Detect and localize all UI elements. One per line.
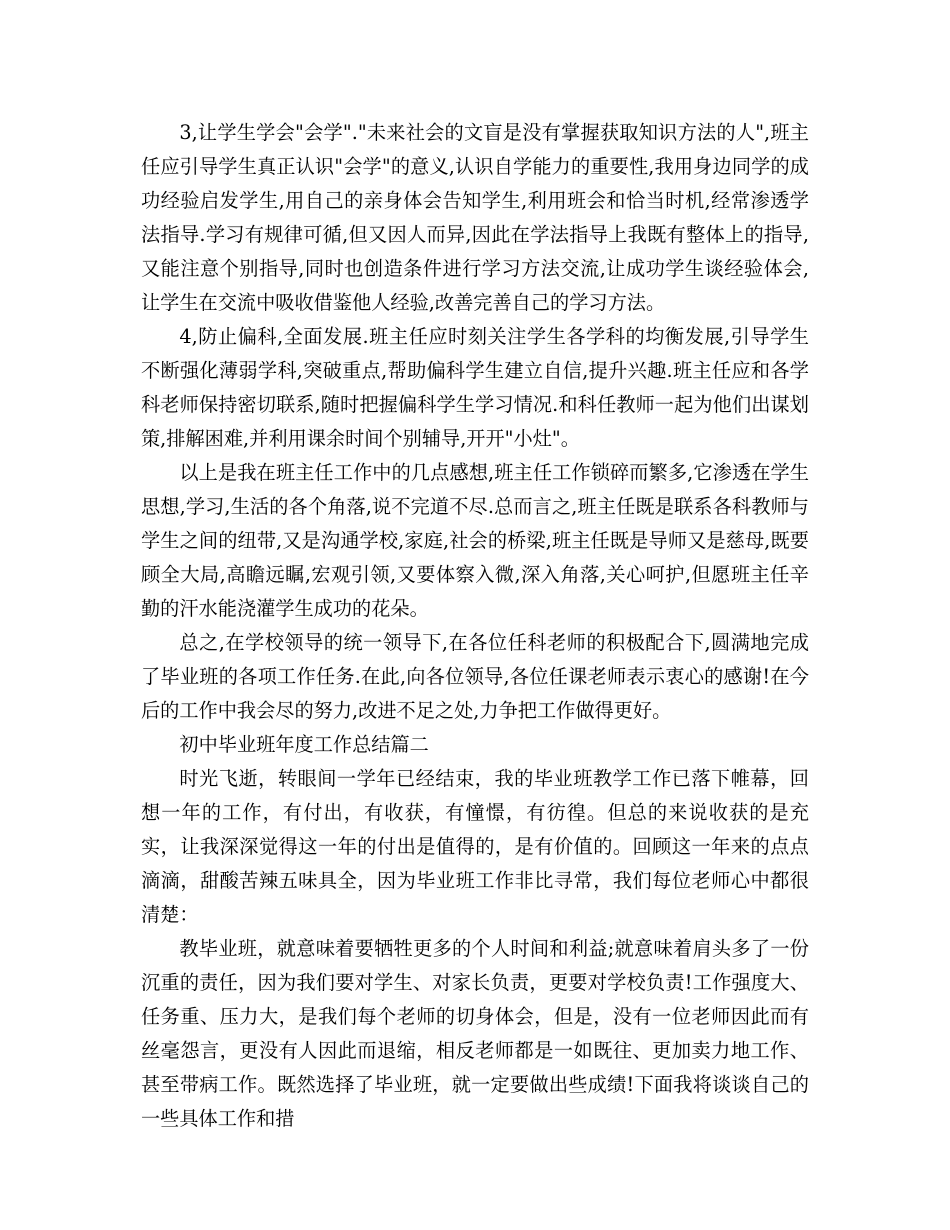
paragraph-conclusion: 总之,在学校领导的统一领导下,在各位任科老师的积极配合下,圆满地完成了毕业班的各项工作任务.在此,向各位领导,各位任课老师表示衷心的感谢!在今后的工作中我会尽的努力,改进不足之处,力争把工作做得更好。 [141, 631, 809, 722]
section-heading: 初中毕业班年度工作总结篇二 [179, 733, 429, 756]
paragraph-study-methods: 3,让学生学会"会学"."未来社会的文盲是没有掌握获取知识方法的人",班主任应引导学生真正认识"会学"的意义,认识自学能力的重要性,我用身边同学的成功经验启发学生,用自己的亲身体会告知学生,利用班会和恰当时机,经常渗透学法指导.学习有规律可循,但又因人而异,因此在学法指导上我既有整体上的指导,又能注意个别指导,同时也创造条件进行学习方法交流,让成功学生谈经验体会,让学生在交流中吸收借鉴他人经验,改善完善自己的学习方法。 [141, 121, 809, 314]
paragraph-reflections: 以上是我在班主任工作中的几点感想,班主任工作锁碎而繁多,它渗透在学生思想,学习,生活的各个角落,说不完道不尽.总而言之,班主任既是联系各科教师与学生之间的纽带,又是沟通学校,家庭,社会的桥梁,班主任既是导师又是慈母,既要顾全大局,高瞻远瞩,宏观引领,又要体察入微,深入角落,关心呵护,但愿班主任辛勤的汗水能浇灌学生成功的花朵。 [141, 461, 809, 620]
paragraph-prevent-subject-bias: 4,防止偏科,全面发展.班主任应时刻关注学生各学科的均衡发展,引导学生不断强化薄弱学科,突破重点,帮助偏科学生建立自信,提升兴趣.班主任应和各学科老师保持密切联系,随时把握偏科学生学习情况.和科任教师一起为他们出谋划策,排解困难,并利用课余时间个别辅导,开开"小灶"。 [141, 325, 809, 450]
paragraph-year-review: 时光飞逝，转眼间一学年已经结束，我的毕业班教学工作已落下帷幕，回想一年的工作，有付出，有收获，有憧憬，有彷徨。但总的来说收获的是充实，让我深深觉得这一年的付出是值得的，是有价值的。回顾这一年来的点点滴滴，甜酸苦辣五味具全，因为毕业班工作非比寻常，我们每位老师心中都很清楚： [141, 767, 809, 926]
paragraph-teaching-graduating-class: 教毕业班，就意味着要牺牲更多的个人时间和利益;就意味着肩头多了一份沉重的责任，因为我们要对学生、对家长负责，更要对学校负责!工作强度大、任务重、压力大，是我们每个老师的切身体会，但是，没有一位老师因此而有丝毫怨言，更没有人因此而退缩，相反老师都是一如既往、更加卖力地工作、甚至带病工作。既然选择了毕业班，就一定要做出些成绩!下面我将谈谈自己的一些具体工作和措 [141, 937, 809, 1130]
